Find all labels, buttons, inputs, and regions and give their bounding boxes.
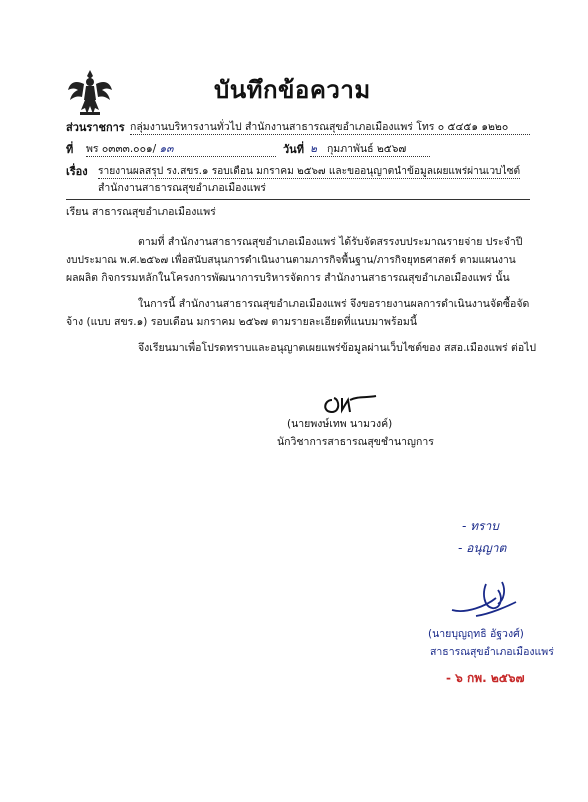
approver-name: (นายบุญฤทธิ อัฐวงศ์) — [428, 628, 524, 640]
signature-2 — [446, 576, 522, 620]
date-label: วันที่ — [283, 143, 304, 156]
date-handwritten-day: ๒ — [310, 143, 317, 155]
subject-label: เรื่อง — [66, 165, 88, 178]
approval-note-2: - อนุญาต — [458, 541, 507, 555]
header-divider — [66, 199, 530, 200]
paragraph-2-line-2: จ้าง (แบบ สขร.๑) รอบเดือน มกราคม ๒๕๖๗ ตามรายละเอียดที่แนบมาพร้อมนี้ — [66, 316, 417, 328]
signature-1 — [318, 390, 380, 418]
salutation: เรียน สาธารณสุขอำเภอเมืองแพร่ — [66, 206, 216, 218]
paragraph-3: จึงเรียนมาเพื่อโปรดทราบและอนุญาตเผยแพร่ข้อมูลผ่านเว็บไซต์ของ สสอ.เมืองแพร่ ต่อไป — [138, 342, 537, 354]
date-month-year: กุมภาพันธ์ ๒๕๖๗ — [326, 143, 407, 155]
subject-line-2: สำนักงานสาธารณสุขอำเภอเมืองแพร่ — [98, 182, 266, 194]
reference-label: ที่ — [66, 143, 74, 156]
paragraph-1-line-3: ผลผลิต กิจกรรมหลักในโครงการพัฒนาการบริหารจัดการ สำนักงานสาธารณสุขอำเภอเมืองแพร่ นั้น — [66, 272, 510, 284]
memo-title: บันทึกข้อความ — [214, 76, 371, 104]
signer-1-name: (นายพงษ์เทพ นามวงค์) — [287, 418, 393, 430]
reference-value — [86, 143, 276, 157]
approver-position: สาธารณสุขอำเภอเมืองแพร่ — [430, 646, 554, 658]
paragraph-1-line-1: ตามที่ สำนักงานสาธารณสุขอำเภอเมืองแพร่ ได้รับจัดสรรงบประมาณรายจ่าย ประจำปี — [138, 236, 523, 248]
paragraph-1-line-2: งบประมาณ พ.ศ.๒๕๖๗ เพื่อสนับสนุนการดำเนินงานตามภารกิจพื้นฐาน/ภารกิจยุทธศาสตร์ ตามแผนงาน — [66, 255, 516, 266]
signer-1-position: นักวิชาการสาธารณสุขชำนาญการ — [277, 436, 434, 448]
department-label: ส่วนราชการ — [66, 121, 125, 134]
paragraph-2-line-1: ในการนี้ สำนักงานสาธารณสุขอำเภอเมืองแพร่ จึงขอรายงานผลการดำเนินงานจัดซื้อจัด — [138, 298, 530, 310]
reference-number: พร ๐๓๓๓.๐๐๑/ — [86, 143, 157, 155]
approval-date-stamp: - ๖ กพ. ๒๕๖๗ — [446, 671, 525, 685]
subject-line-1: รายงานผลสรุป รง.สขร.๑ รอบเดือน มกราคม ๒๕๖๗ และขออนุญาตนำข้อมูลเผยแพร่ผ่านเวบไซต์ — [98, 166, 521, 177]
reference-handwritten-number: ๑๓ — [159, 143, 174, 155]
department-value: กลุ่มงานบริหารงานทั่วไป สำนักงานสาธารณสุขอำเภอเมืองแพร่ โทร ๐ ๕๔๕๑ ๑๒๒๐ — [130, 121, 530, 135]
date-value — [310, 143, 430, 157]
approval-note-1: - ทราบ — [462, 519, 499, 533]
garuda-emblem — [66, 66, 114, 118]
